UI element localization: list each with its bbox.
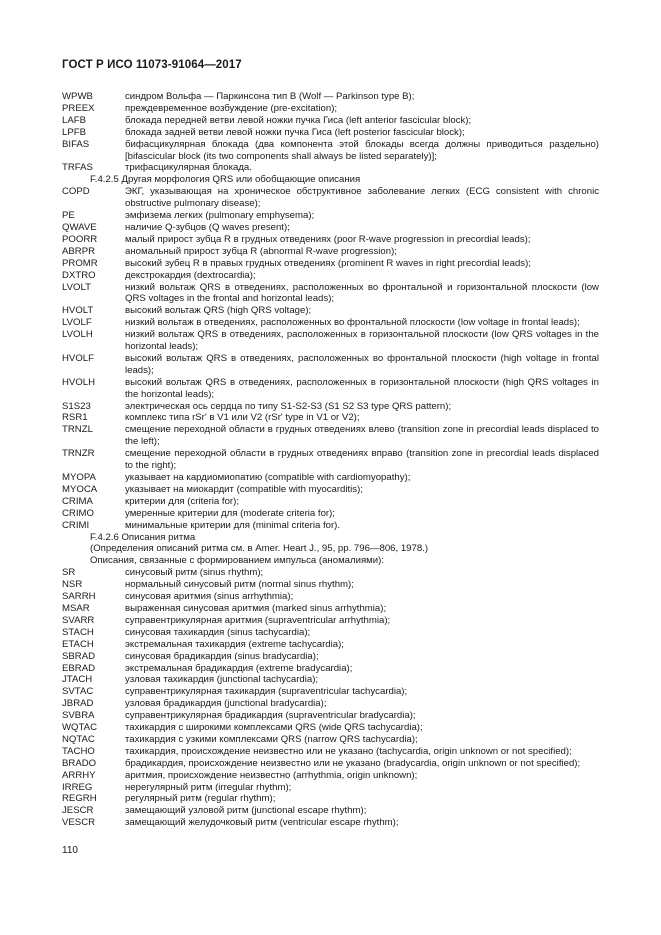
definition-row	[62, 722, 599, 734]
definition-row	[62, 639, 599, 651]
definition-text: наличие Q-зубцов (Q waves present);	[125, 221, 290, 233]
definition-row	[62, 222, 599, 234]
definition-row	[62, 329, 599, 353]
definition-text: минимальные критерии для (minimal criteria for).	[125, 519, 341, 531]
definition-row	[62, 710, 599, 722]
abbreviation: COPD	[62, 186, 90, 198]
definition-text: электрическая ось сердца по типу S1-S2-S3 (S1 S2 S3 type QRS pattern);	[125, 400, 452, 412]
abbreviation: ETACH	[62, 638, 94, 650]
abbreviation: LVOLF	[62, 317, 92, 329]
abbreviation: HVOLH	[62, 376, 96, 388]
definition-row	[62, 651, 599, 663]
definition-text: декстрокардия (dextrocardia);	[125, 269, 256, 281]
definition-text: высокий зубец R в правых грудных отведениях (prominent R waves in right precordial leads);	[125, 257, 531, 269]
abbreviation: TRFAS	[62, 162, 93, 174]
definition-row	[62, 591, 599, 603]
definition-text: замещающий узловой ритм (junctional escape rhythm);	[125, 805, 367, 817]
definition-text: умеренные критерии для (moderate criteria for);	[125, 507, 335, 519]
definition-text: ЭКГ, указывающая на хроническое обструктивное заболевание легких (ECG consistent with chronic obstructive pulmonary disease);	[125, 186, 599, 210]
definition-row	[62, 567, 599, 579]
definition-text: высокий вольтаж QRS в отведениях, расположенных во фронтальной плоскости (high voltage in frontal leads);	[125, 352, 599, 376]
definition-text: синусовая брадикардия (sinus bradycardia);	[125, 650, 319, 662]
abbreviation: VESCR	[62, 817, 96, 829]
abbreviation: MYOPA	[62, 472, 96, 483]
abbreviation: S1S23	[62, 400, 91, 412]
definition-row	[62, 258, 599, 270]
definition-row	[62, 353, 599, 377]
definition-text: регулярный ритм (regular rhythm);	[125, 793, 276, 805]
abbreviation: BRADO	[62, 757, 97, 769]
definition-text: экстремальная тахикардия (extreme tachycardia);	[125, 638, 344, 650]
definition-row	[62, 520, 599, 532]
definition-row	[62, 734, 599, 746]
abbreviation: SVBRA	[62, 710, 95, 722]
section-line: (Определения описаний ритма см. в Amer. Heart J., 95, pp. 796—806, 1978.)	[90, 543, 429, 555]
definition-row	[62, 746, 599, 758]
definition-text: выраженная синусовая аритмия (marked sinus arrhythmia);	[125, 602, 387, 614]
definition-text: тахикардия с узкими комплексами QRS (narrow QRS tachycardia);	[125, 733, 418, 745]
abbreviation: LVOLH	[62, 329, 93, 341]
section-line: Описания, связанные с формированием импульса (аномалиями):	[90, 555, 384, 567]
definition-row	[62, 270, 599, 282]
abbreviation: HVOLT	[62, 305, 94, 317]
abbreviation: RSR1	[62, 412, 88, 424]
definition-text: брадикардия, происхождение неизвестно или не указано (bradycardia, origin unknown or not specified);	[125, 757, 581, 769]
abbreviation: BIFAS	[62, 138, 90, 150]
definition-row	[62, 377, 599, 401]
abbreviation: EBRAD	[62, 662, 96, 674]
abbreviation: JESCR	[62, 805, 94, 817]
definition-text: тахикардия с широкими комплексами QRS (wide QRS tachycardia);	[125, 722, 423, 734]
abbreviation: JBRAD	[62, 698, 94, 710]
definition-row	[62, 317, 599, 329]
abbreviation: WQTAC	[62, 722, 97, 734]
abbreviation: JTACH	[62, 674, 93, 686]
abbreviation: CRIMA	[62, 495, 93, 507]
abbreviation: ARRHY	[62, 769, 96, 781]
abbreviation: TRNZL	[62, 424, 93, 436]
definition-text: суправентрикулярная брадикардия (supraventricular bradycardia);	[125, 710, 416, 722]
definition-row	[62, 805, 599, 817]
abbreviation: SBRAD	[62, 650, 96, 662]
definition-row	[62, 282, 599, 306]
definition-text: трифасцикулярная блокада.	[125, 162, 252, 174]
abbreviation: TRNZR	[62, 448, 95, 460]
abbreviation: IRREG	[62, 781, 93, 793]
definition-text: указывает на миокардит (compatible with myocarditis);	[125, 483, 363, 495]
abbreviation: WPWB	[62, 91, 93, 102]
definition-text: малый прирост зубца R в грудных отведениях (poor R-wave progression in precordial leads);	[125, 233, 531, 245]
definition-text: узловая тахикардия (junctional tachycardia);	[125, 674, 319, 686]
abbreviation: LVOLT	[62, 281, 91, 293]
definition-text: высокий вольтаж QRS (high QRS voltage);	[125, 305, 312, 317]
definition-text: блокада задней ветви левой ножки пучка Гиса (left posterior fascicular block);	[125, 126, 465, 138]
definition-row	[62, 234, 599, 246]
definition-text: низкий вольтаж QRS в отведениях, расположенных во фронтальной и горизонтальной плоскости (low QRS voltages in the frontal and horizontal leads);	[125, 281, 599, 305]
definition-row	[62, 793, 599, 805]
abbreviation: PE	[62, 210, 75, 222]
definitions-list	[62, 91, 599, 829]
abbreviation: MYOCA	[62, 483, 98, 495]
abbreviation: REGRH	[62, 793, 97, 805]
abbreviation: MSAR	[62, 602, 90, 614]
definition-row	[62, 817, 599, 829]
definition-text: преждевременное возбуждение (pre-excitation);	[125, 102, 338, 114]
abbreviation: POORR	[62, 233, 98, 245]
definition-row	[62, 401, 599, 413]
page-number: 110	[62, 845, 78, 856]
abbreviation: NQTAC	[62, 733, 95, 745]
abbreviation: PREEX	[62, 102, 95, 114]
definition-row	[62, 627, 599, 639]
definition-text: синдром Вольфа — Паркинсона тип В (Wolf — Parkinson type B);	[125, 91, 415, 102]
definition-row	[62, 770, 599, 782]
definition-text: узловая брадикардия (junctional bradycardia);	[125, 698, 327, 710]
definition-text: синусовая аритмия (sinus arrhythmia);	[125, 591, 294, 603]
abbreviation: HVOLF	[62, 352, 94, 364]
section-line: F.4.2.6 Описания ритма	[90, 531, 196, 543]
definition-row	[62, 162, 599, 174]
definition-row	[62, 186, 599, 210]
definition-text: указывает на кардиомиопатию (compatible with cardiomyopathy);	[125, 472, 411, 483]
definition-text: синусовый ритм (sinus rhythm);	[125, 567, 264, 579]
definition-row	[62, 115, 599, 127]
abbreviation: SARRH	[62, 591, 96, 603]
definition-text: экстремальная брадикардия (extreme bradycardia);	[125, 662, 353, 674]
definition-row	[62, 412, 599, 424]
abbreviation: LPFB	[62, 126, 86, 138]
definition-row	[62, 686, 599, 698]
definition-row	[62, 305, 599, 317]
definition-row	[62, 615, 599, 627]
abbreviation: CRIMI	[62, 519, 90, 531]
definition-text: аномальный прирост зубца R (abnormal R-wave progression);	[125, 245, 397, 257]
definition-text: высокий вольтаж QRS в отведениях, расположенных в горизонтальной плоскости (high QRS voltages in the horizontal leads);	[125, 376, 599, 400]
definition-row	[62, 603, 599, 615]
definition-text: низкий вольтаж QRS в отведениях, расположенных в горизонтальной плоскости (low QRS voltages in the horizontal leads);	[125, 329, 599, 353]
definition-row	[62, 496, 599, 508]
definition-text: синусовая тахикардия (sinus tachycardia);	[125, 626, 311, 638]
abbreviation: STACH	[62, 626, 94, 638]
definition-text: тахикардия, происхождение неизвестно или не указано (tachycardia, origin unknown or not specified);	[125, 745, 572, 757]
document-header: ГОСТ Р ИСО 11073-91064—2017	[62, 59, 242, 71]
definition-row	[62, 782, 599, 794]
definition-text: эмфизема легких (pulmonary emphysema);	[125, 210, 315, 222]
definition-row	[62, 246, 599, 258]
definition-text: замещающий желудочковый ритм (ventricular escape rhythm);	[125, 817, 399, 829]
definition-text: низкий вольтаж в отведениях, расположенных во фронтальной плоскости (low voltage in frontal leads);	[125, 317, 580, 329]
definition-row	[62, 448, 599, 472]
definition-row	[62, 103, 599, 115]
abbreviation: CRIMO	[62, 507, 94, 519]
abbreviation: QWAVE	[62, 221, 97, 233]
definition-text: суправентрикулярная аритмия (supraventricular arrhythmia);	[125, 614, 391, 626]
definition-row	[62, 472, 599, 484]
definition-text: бифасцикулярная блокада (два компонента этой блокады всегда должны приводиться раздельно) [bifascicular block (its two components shall always be listed separately)];	[125, 138, 599, 162]
abbreviation: DXTRO	[62, 269, 96, 281]
definition-row	[62, 674, 599, 686]
abbreviation: NSR	[62, 579, 83, 591]
definition-row	[62, 579, 599, 591]
definition-row	[62, 424, 599, 448]
definition-text: суправентрикулярная тахикардия (supraventricular tachycardia);	[125, 686, 408, 698]
abbreviation: TACHO	[62, 745, 95, 757]
definition-row	[62, 508, 599, 520]
abbreviation: LAFB	[62, 114, 86, 126]
abbreviation: SVARR	[62, 614, 95, 626]
definition-row	[62, 139, 599, 163]
definition-row	[62, 484, 599, 496]
abbreviation: SR	[62, 567, 76, 579]
definition-row	[62, 127, 599, 139]
definition-text: аритмия, происхождение неизвестно (arrhythmia, origin unknown);	[125, 769, 418, 781]
abbreviation: PROMR	[62, 257, 98, 269]
definition-text: нерегулярный ритм (irregular rhythm);	[125, 781, 292, 793]
definition-row	[62, 698, 599, 710]
definition-text: критерии для (criteria for);	[125, 495, 239, 507]
abbreviation: ABRPR	[62, 245, 96, 257]
abbreviation: SVTAC	[62, 686, 94, 698]
definition-row	[62, 91, 599, 103]
definition-row	[62, 758, 599, 770]
definition-row	[62, 210, 599, 222]
definition-text: смещение переходной области в грудных отведениях вправо (transition zone in precordial leads displaced to the right);	[125, 448, 599, 472]
section-line: F.4.2.5 Другая морфология QRS или обобщающие описания	[90, 174, 361, 186]
definition-text: смещение переходной области в грудных отведениях влево (transition zone in precordial leads displaced to the left);	[125, 424, 599, 448]
definition-text: блокада передней ветви левой ножки пучка Гиса (left anterior fascicular block);	[125, 114, 472, 126]
definition-text: комплекс типа rSr' в V1 или V2 (rSr' type in V1 or V2);	[125, 412, 360, 424]
definition-text: нормальный синусовый ритм (normal sinus rhythm);	[125, 579, 354, 591]
definition-row	[62, 663, 599, 675]
